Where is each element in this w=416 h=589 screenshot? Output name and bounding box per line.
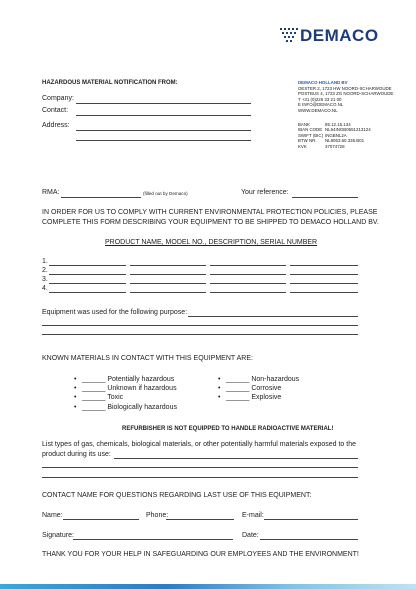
material-option-label: Potentially hazardous — [107, 376, 175, 383]
product-name-field[interactable] — [49, 292, 126, 293]
rma-note: (filled out by Demaco) — [143, 191, 188, 196]
description-field[interactable] — [210, 292, 286, 293]
reference-input-line[interactable] — [292, 197, 358, 198]
intro-line-1: IN ORDER FOR US TO COMPLY WITH CURRENT ENVIRONMENTAL PROTECTION POLICIES, PLEASE — [42, 209, 378, 216]
list-types-input-line-3[interactable] — [42, 477, 358, 478]
known-materials-label: KNOWN MATERIALS IN CONTACT WITH THIS EQUIPMENT ARE: — [42, 355, 253, 362]
material-option-label: Biologically hazardous — [107, 404, 177, 411]
bank-value: 37074728 — [325, 143, 345, 149]
phone-label: Phone: — [146, 512, 169, 519]
list-types-input-line-1[interactable] — [114, 458, 358, 459]
description-field[interactable] — [210, 265, 286, 266]
intro-line-2: COMPLETE THIS FORM DESCRIBING YOUR EQUIPMENT TO BE SHIPPED TO DEMACO HOLLAND BV. — [42, 219, 379, 226]
bank-key: BANK — [298, 121, 310, 127]
serial-number-field[interactable] — [290, 274, 358, 275]
radioactive-warning: REFURBISHER IS NOT EQUIPPED TO HANDLE RADIOACTIVE MATERIAL! — [122, 426, 334, 432]
bank-row — [298, 144, 393, 150]
material-option[interactable]: • ______ Corrosive — [218, 385, 282, 392]
email-input-line[interactable] — [264, 519, 358, 520]
form-title: HAZARDOUS MATERIAL NOTIFICATION FROM: — [42, 80, 178, 86]
serial-number-field[interactable] — [290, 292, 358, 293]
product-name-field[interactable] — [49, 265, 126, 266]
company-input-line[interactable] — [76, 103, 251, 104]
thanks-text: THANK YOU FOR YOUR HELP IN SAFEGUARDING OUR EMPLOYEES AND THE ENVIRONMENT! — [42, 551, 359, 558]
signature-label: Signature: — [42, 532, 74, 539]
material-option[interactable]: • ______ Non-hazardous — [218, 376, 300, 383]
material-option-label: Unknown if hazardous — [107, 385, 177, 392]
bank-key: KVK — [298, 143, 307, 149]
material-option[interactable]: • ______ Explosive — [218, 394, 282, 401]
list-types-line-2: product during its use: — [42, 451, 111, 458]
contact-input-line[interactable] — [76, 115, 251, 116]
company-email: E INFO@DEMACO.NL — [298, 102, 344, 108]
name-label: Name: — [42, 512, 63, 519]
row-number: 4. — [42, 285, 48, 292]
company-address-line: OESTER 2, 1723 HW NOORD-SCHARWOUDE — [298, 85, 392, 91]
list-types-line-1: List types of gas, chemicals, biological materials, or other potentially harmful materials exposed to the — [42, 441, 356, 448]
bank-value: INGBNL2A — [325, 132, 347, 138]
email-label: E-mail: — [242, 512, 264, 519]
material-option-label: Explosive — [251, 394, 282, 401]
product-name-field[interactable] — [49, 274, 126, 275]
bank-key: BTW NR. — [298, 138, 317, 144]
row-number: 2. — [42, 267, 48, 274]
company-address-block — [298, 80, 393, 150]
rma-label: RMA: — [42, 189, 60, 196]
description-field[interactable] — [210, 274, 286, 275]
product-name-field[interactable] — [49, 283, 126, 284]
contact-label: Contact: — [42, 107, 69, 114]
material-option-label: Toxic — [107, 394, 124, 401]
model-no-field[interactable] — [130, 265, 206, 266]
description-field[interactable] — [210, 283, 286, 284]
material-option-label: Corrosive — [251, 385, 282, 392]
name-input-line[interactable] — [63, 519, 139, 520]
company-name: DEMACO HOLLAND BV — [298, 80, 348, 85]
material-option[interactable]: • ______ Biologically hazardous — [74, 404, 177, 411]
footer-color-bar — [0, 584, 416, 589]
address-input-line-2[interactable] — [76, 140, 251, 141]
serial-number-field[interactable] — [290, 265, 358, 266]
row-number: 3. — [42, 276, 48, 283]
phone-input-line[interactable] — [166, 519, 234, 520]
company-label: Company: — [42, 95, 74, 102]
serial-number-field[interactable] — [290, 283, 358, 284]
bank-key: IBAN CODE — [298, 127, 323, 133]
material-option[interactable]: • ______ Unknown if hazardous — [74, 385, 177, 392]
contact-heading: CONTACT NAME FOR QUESTIONS REGARDING LAST USE OF THIS EQUIPMENT: — [42, 492, 312, 499]
company-address-line: POSTBUS 4, 1723 ZG NOORD-SCHARWOUDE — [298, 91, 394, 97]
purpose-input-line-3[interactable] — [42, 334, 358, 335]
purpose-input-line-1[interactable] — [188, 316, 358, 317]
date-label: Date: — [242, 532, 259, 539]
company-website: WWW.DEMACO.NL — [298, 107, 338, 113]
bank-value: NL8063.60.335.B01 — [325, 138, 365, 144]
bank-key: SWIFT (BIC) — [298, 132, 324, 138]
model-no-field[interactable] — [130, 292, 206, 293]
product-heading: PRODUCT NAME, MODEL NO., DESCRIPTION, SERIAL NUMBER — [105, 239, 318, 246]
demaco-logo-text: DEMACO — [300, 26, 379, 45]
row-number: 1. — [42, 258, 48, 265]
signature-input-line[interactable] — [73, 539, 233, 540]
demaco-logo-icon — [278, 27, 300, 43]
reference-label: Your reference: — [241, 189, 289, 196]
purpose-label: Equipment was used for the following purpose: — [42, 309, 188, 316]
material-option-label: Non-hazardous — [251, 376, 300, 383]
company-phone: T +31 (0)226 33 21 00 — [298, 96, 342, 102]
material-option[interactable]: • ______ Potentially hazardous — [74, 376, 175, 383]
model-no-field[interactable] — [130, 283, 206, 284]
address-label: Address: — [42, 122, 70, 129]
bank-value: NL64INGB0651213124 — [325, 127, 371, 133]
bank-value: 85.12.15.134 — [325, 121, 351, 127]
list-types-input-line-2[interactable] — [42, 467, 358, 468]
rma-input-line[interactable] — [61, 197, 141, 198]
model-no-field[interactable] — [130, 274, 206, 275]
address-input-line-1[interactable] — [76, 130, 251, 131]
material-option[interactable]: • ______ Toxic — [74, 394, 124, 401]
purpose-input-line-2[interactable] — [42, 325, 358, 326]
date-input-line[interactable] — [260, 539, 358, 540]
